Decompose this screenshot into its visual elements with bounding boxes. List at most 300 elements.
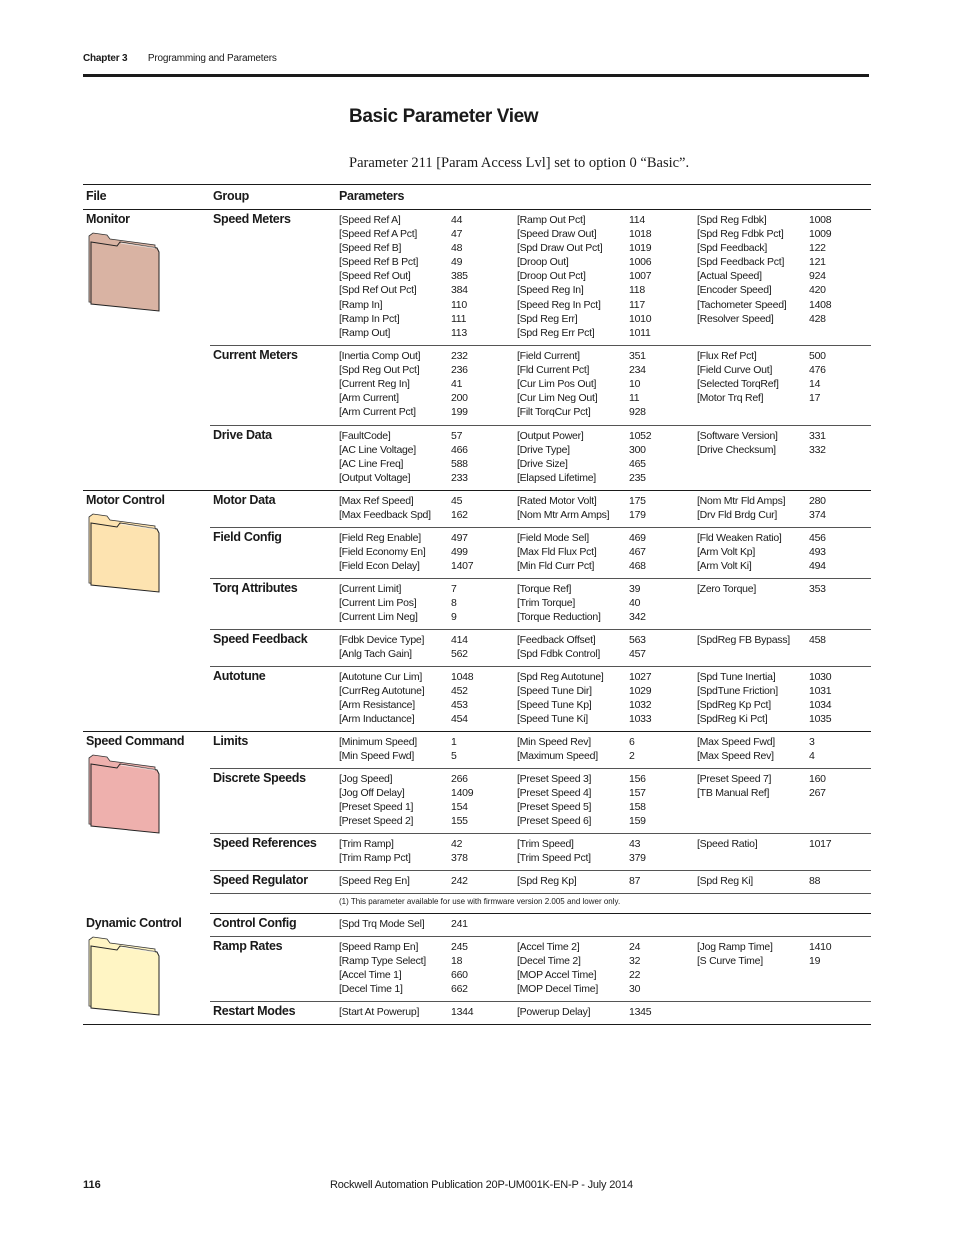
parameter-item: [339, 471, 468, 485]
parameter-item: [697, 349, 826, 363]
parameter-item: [517, 377, 646, 391]
parameter-column: [517, 429, 651, 485]
group-row: [210, 871, 871, 894]
parameter-item: [339, 1005, 473, 1019]
parameter-grid: [339, 772, 869, 836]
parameter-number: 11: [629, 392, 640, 405]
parameter-column: [339, 1005, 473, 1019]
parameter-item: [339, 241, 468, 255]
parameter-number: 332: [809, 444, 826, 457]
parameter-name: [Nom Mtr Fld Amps]: [697, 495, 786, 507]
group-row: [210, 426, 871, 490]
parameter-column: [697, 772, 826, 800]
parameter-number: 111: [451, 312, 467, 325]
parameter-number: 9: [451, 611, 457, 624]
parameter-column: [339, 429, 468, 485]
parameter-name: [Decel Time 2]: [517, 955, 581, 968]
parameter-name: [Preset Speed 5]: [517, 801, 592, 814]
parameter-number: 497: [451, 532, 468, 544]
parameter-number: 117: [629, 298, 645, 311]
parameter-name: [Jog Off Delay]: [339, 787, 405, 800]
parameter-name: [Field Econ Delay]: [339, 560, 420, 573]
parameter-item: [339, 269, 468, 283]
parameter-name: [Speed Ramp En]: [339, 941, 419, 953]
parameter-item: [517, 405, 646, 419]
parameter-item: [339, 633, 468, 647]
parameter-item: [339, 670, 473, 684]
parameter-column: [517, 735, 635, 763]
parameter-number: 384: [451, 284, 468, 297]
parameter-name: [Decel Time 1]: [339, 983, 403, 996]
parameter-name: [Drv Fld Brdg Cur]: [697, 509, 778, 522]
parameter-number: 39: [629, 583, 641, 595]
parameter-name: [Fdbk Device Type]: [339, 634, 425, 646]
parameter-item: [697, 283, 831, 297]
parameter-number: 10: [629, 378, 641, 391]
parameter-item: [697, 698, 831, 712]
parameter-name: [Min Fld Curr Pct]: [517, 560, 595, 573]
parameter-column: [517, 349, 646, 419]
parameter-number: 2: [629, 750, 635, 763]
parameter-column: [517, 633, 646, 661]
parameter-name: [Spd Reg Err Pct]: [517, 326, 595, 339]
parameter-name: [Drive Type]: [517, 444, 570, 457]
parameter-name: [Nom Mtr Arm Amps]: [517, 509, 610, 522]
parameter-name: [Drive Size]: [517, 458, 568, 471]
parameter-item: [339, 298, 468, 312]
parameter-item: [339, 837, 468, 851]
parameter-number: 1410: [809, 941, 832, 953]
parameter-item: [517, 982, 640, 996]
parameter-number: 379: [629, 852, 646, 865]
parameter-column: [339, 531, 473, 573]
parameter-name: [Trim Speed Pct]: [517, 852, 591, 865]
parameter-number: 32: [629, 955, 641, 968]
parameter-item: [697, 429, 826, 443]
parameter-item: [339, 610, 457, 624]
parameter-name: [Current Lim Pos]: [339, 597, 417, 610]
parameter-name: [Minimum Speed]: [339, 736, 417, 748]
parameter-column: [339, 940, 468, 996]
parameter-name: [Speed Tune Kp]: [517, 699, 592, 712]
parameter-item: [517, 255, 651, 269]
parameter-item: [339, 363, 468, 377]
parameter-name: [Spd Reg Fdbk Pct]: [697, 228, 784, 241]
parameter-number: 22: [629, 969, 641, 982]
parameter-number: 44: [451, 214, 463, 226]
parameter-number: 1032: [629, 699, 652, 712]
parameter-number: 468: [629, 560, 646, 573]
parameter-name: [Max Fld Flux Pct]: [517, 546, 597, 559]
parameter-column: [697, 837, 831, 851]
parameter-name: [Spd Reg Err]: [517, 312, 578, 325]
parameter-column: [517, 670, 651, 726]
parameter-number: 1019: [629, 242, 652, 255]
parameter-number: 1345: [629, 1006, 652, 1018]
parameter-number: 179: [629, 509, 646, 522]
parameter-number: 1034: [809, 699, 832, 712]
page-number: 116: [83, 1179, 101, 1191]
file-section: [83, 914, 871, 1025]
parameter-name: [Min Speed Rev]: [517, 736, 591, 748]
parameter-item: [339, 684, 473, 698]
parameter-number: 57: [451, 430, 463, 442]
parameter-item: [697, 786, 826, 800]
parameter-item: [517, 712, 651, 726]
parameter-item: [517, 531, 646, 545]
parameter-number: 24: [629, 941, 641, 953]
parameter-item: [697, 559, 826, 573]
file-name: Speed Command: [86, 734, 185, 748]
parameter-number: 87: [629, 875, 641, 887]
parameter-number: 6: [629, 736, 635, 748]
parameter-number: 232: [451, 350, 468, 362]
parameter-item: [339, 349, 468, 363]
parameter-number: 1033: [629, 713, 652, 726]
parameter-number: 5: [451, 750, 457, 763]
parameter-number: 121: [809, 256, 826, 269]
parameter-number: 467: [629, 546, 646, 559]
parameter-item: [697, 684, 831, 698]
parameter-name: [Speed Ref A Pct]: [339, 228, 418, 241]
parameter-item: [697, 940, 831, 954]
parameter-item: [339, 494, 468, 508]
parameter-grid: [339, 213, 869, 348]
header-group: Group: [213, 189, 249, 203]
parameter-item: [517, 786, 646, 800]
parameter-item: [339, 712, 473, 726]
parameter-number: 155: [451, 815, 468, 828]
parameter-grid: [339, 735, 869, 771]
file-name: Dynamic Control: [86, 916, 182, 930]
parameter-name: [Field Mode Sel]: [517, 532, 589, 544]
parameter-number: 47: [451, 228, 463, 241]
parameter-grid: [339, 837, 869, 873]
parameter-item: [339, 391, 468, 405]
parameter-name: [Field Curve Out]: [697, 364, 773, 377]
parameter-name: [Accel Time 1]: [339, 969, 402, 982]
parameter-item: [697, 255, 831, 269]
parameter-item: [517, 596, 646, 610]
parameter-column: [517, 940, 640, 996]
parameter-column: [697, 874, 820, 888]
parameter-item: [339, 377, 468, 391]
parameter-item: [697, 391, 826, 405]
parameter-name: [Maximum Speed]: [517, 750, 598, 763]
parameter-name: [TB Manual Ref]: [697, 787, 770, 800]
parameter-item: [339, 559, 473, 573]
parameter-grid: [339, 429, 869, 493]
parameter-column: [697, 582, 826, 596]
parameter-item: [517, 647, 646, 661]
parameter-number: 453: [451, 699, 468, 712]
parameter-item: [339, 749, 457, 763]
parameter-column: [517, 494, 646, 522]
parameter-item: [339, 874, 468, 888]
parameter-item: [697, 298, 831, 312]
parameter-item: [697, 531, 826, 545]
parameter-number: 374: [809, 509, 826, 522]
parameter-name: [Jog Speed]: [339, 773, 393, 785]
parameter-item: [697, 227, 831, 241]
parameter-name: [Preset Speed 6]: [517, 815, 592, 828]
parameter-item: [517, 735, 635, 749]
parameter-name: [Ramp In]: [339, 298, 383, 311]
parameter-number: 122: [809, 242, 826, 255]
parameter-name: [Motor Trq Ref]: [697, 392, 764, 405]
parameter-name: [Drive Checksum]: [697, 444, 776, 457]
parameter-name: [Current Limit]: [339, 583, 402, 595]
parameter-item: [339, 326, 468, 340]
parameter-item: [339, 968, 468, 982]
parameter-name: [Torque Ref]: [517, 583, 572, 595]
parameter-number: 494: [809, 560, 826, 573]
parameter-number: 588: [451, 458, 468, 471]
parameter-name: [Arm Inductance]: [339, 713, 415, 726]
parameter-number: 4: [809, 750, 815, 763]
parameter-item: [517, 670, 651, 684]
parameter-item: [339, 227, 468, 241]
parameter-name: [Spd Feedback Pct]: [697, 256, 785, 269]
parameter-column: [517, 837, 646, 865]
parameter-item: [517, 391, 646, 405]
group-row: [210, 937, 871, 1002]
parameter-column: [339, 582, 457, 624]
parameter-number: 457: [629, 648, 646, 661]
parameter-name: [Speed Tune Dir]: [517, 685, 592, 698]
parameter-item: [517, 326, 651, 340]
parameter-item: [697, 582, 826, 596]
parameter-item: [517, 457, 651, 471]
parameter-name: [Ramp Out Pct]: [517, 214, 586, 226]
group-name: Speed Regulator: [213, 873, 308, 887]
parameter-item: [697, 213, 831, 227]
table-body: [83, 210, 871, 1025]
parameter-item: [339, 213, 468, 227]
parameter-column: [697, 531, 826, 573]
parameter-number: 1035: [809, 713, 832, 726]
parameter-item: [517, 269, 651, 283]
parameter-number: 175: [629, 495, 646, 507]
group-row: [210, 210, 871, 346]
parameter-name: [Spd Reg Out Pct]: [339, 364, 420, 377]
parameter-number: 18: [451, 955, 463, 968]
parameter-name: [Speed Reg In Pct]: [517, 298, 601, 311]
parameter-number: 1030: [809, 671, 832, 683]
parameter-number: 114: [629, 214, 645, 226]
parameter-column: [339, 735, 457, 763]
parameter-number: 154: [451, 801, 468, 814]
parameter-name: [Droop Out]: [517, 256, 569, 269]
parameter-number: 17: [809, 392, 821, 405]
parameter-name: [Preset Speed 2]: [339, 815, 414, 828]
parameter-number: 159: [629, 815, 646, 828]
parameter-name: [Speed Tune Ki]: [517, 713, 588, 726]
parameter-name: [Rated Motor Volt]: [517, 495, 597, 507]
parameter-number: 466: [451, 444, 468, 457]
parameter-name: [Inertia Comp Out]: [339, 350, 421, 362]
parameter-name: [AC Line Freq]: [339, 458, 404, 471]
parameter-name: [Current Lim Neg]: [339, 611, 418, 624]
parameter-name: [Speed Reg In]: [517, 284, 584, 297]
group-row: [210, 914, 871, 937]
parameter-number: 88: [809, 875, 821, 887]
parameter-name: [Anlg Tach Gain]: [339, 648, 412, 661]
parameter-number: 452: [451, 685, 468, 698]
parameter-item: [517, 772, 646, 786]
parameter-number: 454: [451, 713, 468, 726]
parameter-item: [517, 545, 646, 559]
parameter-item: [697, 241, 831, 255]
parameter-number: 8: [451, 597, 457, 610]
group-row: [210, 528, 871, 579]
parameter-name: [Ramp In Pct]: [339, 312, 400, 325]
parameter-column: [697, 429, 826, 457]
parameter-item: [517, 494, 646, 508]
parameter-name: [Zero Torque]: [697, 583, 757, 595]
parameter-item: [339, 735, 457, 749]
parameter-item: [697, 670, 831, 684]
parameter-name: [SpdReg Kp Pct]: [697, 699, 771, 712]
parameter-number: 3: [809, 736, 815, 748]
file-name: Motor Control: [86, 493, 165, 507]
parameter-column: [517, 1005, 651, 1019]
parameter-item: [697, 712, 831, 726]
parameter-number: 280: [809, 495, 826, 507]
table-header: [83, 184, 871, 210]
parameter-grid: [339, 494, 869, 530]
parameter-name: [SpdReg FB Bypass]: [697, 634, 790, 646]
parameter-item: [517, 633, 646, 647]
parameter-number: 236: [451, 364, 468, 377]
parameter-item: [697, 269, 831, 283]
parameter-number: 300: [629, 444, 646, 457]
parameter-column: [339, 213, 468, 340]
parameter-number: 48: [451, 242, 463, 255]
parameter-number: 1031: [809, 685, 832, 698]
parameter-name: [MOP Accel Time]: [517, 969, 597, 982]
parameter-number: 233: [451, 472, 468, 485]
parameter-item: [517, 312, 651, 326]
parameter-item: [339, 255, 468, 269]
parameter-number: 241: [451, 918, 468, 930]
parameter-grid: [339, 531, 869, 581]
parameter-item: [697, 633, 826, 647]
parameter-name: [Max Feedback Spd]: [339, 509, 431, 522]
group-name: Discrete Speeds: [213, 771, 306, 785]
parameter-number: 499: [451, 546, 468, 559]
parameter-name: [SpdTune Friction]: [697, 685, 778, 698]
parameter-item: [697, 837, 831, 851]
group-name: Speed Feedback: [213, 632, 308, 646]
parameter-name: [FaultCode]: [339, 430, 391, 442]
parameter-item: [697, 363, 826, 377]
parameter-name: [Spd Reg Ki]: [697, 875, 753, 887]
parameter-name: [Preset Speed 3]: [517, 773, 592, 785]
parameter-column: [697, 940, 831, 968]
parameter-number: 1408: [809, 298, 832, 311]
parameter-item: [339, 545, 473, 559]
parameter-name: [Spd Reg Fdbk]: [697, 214, 767, 226]
parameter-column: [339, 494, 468, 522]
parameter-name: [Spd Feedback]: [697, 242, 768, 255]
parameter-number: 563: [629, 634, 646, 646]
parameter-name: [Field Reg Enable]: [339, 532, 421, 544]
parameter-name: [Arm Volt Ki]: [697, 560, 752, 573]
parameter-name: [Resolver Speed]: [697, 312, 774, 325]
parameter-item: [697, 545, 826, 559]
group-name: Restart Modes: [213, 1004, 296, 1018]
parameter-column: [517, 531, 646, 573]
parameter-number: 1407: [451, 560, 474, 573]
parameter-item: [339, 940, 468, 954]
parameter-name: [Fld Weaken Ratio]: [697, 532, 782, 544]
parameter-column: [697, 494, 826, 522]
parameter-name: [Speed Ref A]: [339, 214, 401, 226]
group-row: [210, 491, 871, 528]
parameter-number: 110: [451, 298, 467, 311]
parameter-name: [AC Line Voltage]: [339, 444, 416, 457]
group-name: Limits: [213, 734, 249, 748]
parameter-name: [Accel Time 2]: [517, 941, 580, 953]
parameter-number: 158: [629, 801, 646, 814]
parameter-number: 267: [809, 787, 826, 800]
parameter-number: 1011: [629, 326, 651, 339]
parameter-number: 1009: [809, 228, 832, 241]
parameter-number: 113: [451, 326, 467, 339]
parameter-number: 562: [451, 648, 468, 661]
parameter-table: [83, 184, 871, 1025]
parameter-name: [Powerup Delay]: [517, 1006, 591, 1018]
parameter-item: [697, 508, 826, 522]
parameter-number: 1052: [629, 430, 652, 442]
parameter-name: [SpdReg Ki Pct]: [697, 713, 768, 726]
parameter-number: 500: [809, 350, 826, 362]
parameter-number: 42: [451, 838, 463, 850]
parameter-column: [697, 670, 831, 726]
parameter-item: [339, 283, 468, 297]
parameter-grid: [339, 349, 869, 428]
parameter-column: [517, 582, 646, 624]
parameter-item: [517, 684, 651, 698]
parameter-item: [339, 851, 468, 865]
parameter-item: [339, 954, 468, 968]
parameter-item: [697, 749, 815, 763]
section-label: Programming and Parameters: [147, 53, 277, 64]
parameter-number: 1007: [629, 270, 652, 283]
file-section: [83, 732, 871, 914]
parameter-name: [Max Ref Speed]: [339, 495, 414, 507]
parameter-item: [339, 531, 473, 545]
parameter-item: [339, 582, 457, 596]
parameter-item: [517, 429, 651, 443]
parameter-number: 924: [809, 270, 826, 283]
parameter-item: [339, 596, 457, 610]
parameter-number: 118: [629, 284, 645, 297]
parameter-name: [Max Speed Fwd]: [697, 736, 775, 748]
parameter-name: [Trim Ramp]: [339, 838, 394, 850]
parameter-number: 1027: [629, 671, 652, 683]
parameter-number: 662: [451, 983, 468, 996]
parameter-number: 385: [451, 270, 468, 283]
parameter-number: 245: [451, 941, 468, 953]
parameter-number: 43: [629, 838, 641, 850]
parameter-column: [517, 213, 651, 340]
parameter-name: [Ramp Type Select]: [339, 955, 426, 968]
parameter-name: [Droop Out Pct]: [517, 270, 586, 283]
folder-icon: [87, 232, 163, 312]
parameter-number: 40: [629, 597, 641, 610]
